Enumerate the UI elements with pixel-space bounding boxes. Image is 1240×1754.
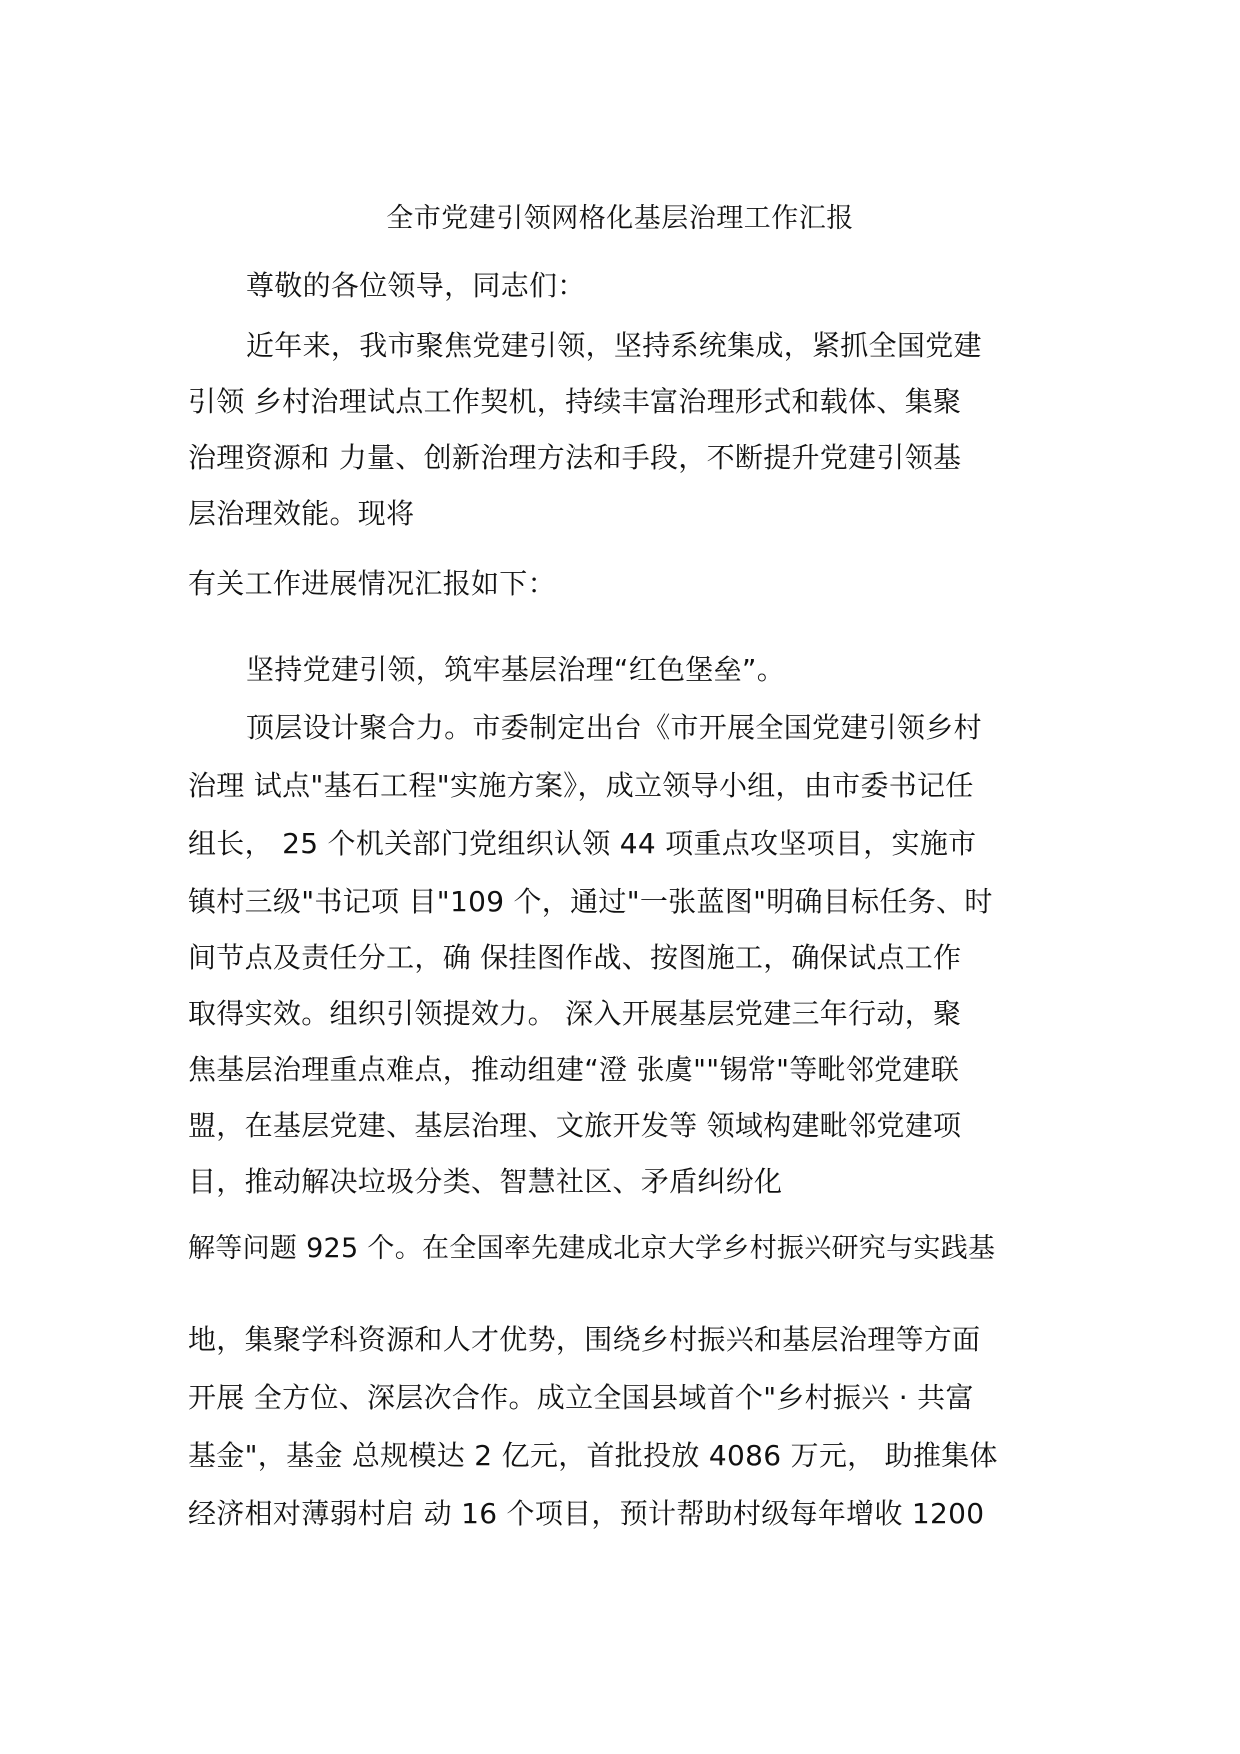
salutation-line: 尊敬的各位领导，同志们： — [246, 269, 586, 302]
body-line: 顶层设计聚合力。市委制定出台《市开展全国党建引领乡村 — [246, 711, 982, 744]
body-line: 焦基层治理重点难点，推动组建“澄 张虞""锡常"等毗邻党建联 — [188, 1053, 960, 1086]
body-line: 组长， 25 个机关部门党组织认领 44 项重点攻坚项目，实施市 — [188, 827, 977, 860]
body-line: 有关工作进展情况汇报如下： — [188, 567, 556, 600]
body-line: 目，推动解决垃圾分类、智慧社区、矛盾纠纷化 — [188, 1165, 783, 1198]
document-title: 全市党建引领网格化基层治理工作汇报 — [386, 203, 854, 234]
body-line: 近年来，我市聚焦党建引领，坚持系统集成，紧抓全国党建 — [246, 329, 982, 362]
body-line-wrapped: 解等问题 925 个。在全国率先建成北京大学乡村振兴研究与实践基 — [188, 1233, 996, 1264]
body-line: 镇村三级"书记项 目"109 个，通过"一张蓝图"明确目标任务、时 — [188, 885, 993, 918]
body-line: 间节点及责任分工，确 保挂图作战、按图施工，确保试点工作 — [188, 941, 962, 974]
body-line: 取得实效。组织引领提效力。 深入开展基层党建三年行动，聚 — [188, 997, 962, 1030]
body-line: 基金"，基金 总规模达 2 亿元，首批投放 4086 万元， 助推集体 — [188, 1439, 998, 1472]
section-heading: 坚持党建引领，筑牢基层治理“红色堡垒”。 — [246, 653, 786, 686]
body-line: 盟，在基层党建、基层治理、文旅开发等 领域构建毗邻党建项 — [188, 1109, 962, 1142]
body-line: 开展 全方位、深层次合作。成立全国县域首个"乡村振兴 · 共富 — [188, 1381, 974, 1414]
body-line: 地，集聚学科资源和人才优势，围绕乡村振兴和基层治理等方面 — [188, 1323, 981, 1356]
body-line: 引领 乡村治理试点工作契机，持续丰富治理形式和载体、集聚 — [188, 385, 962, 418]
body-line: 经济相对薄弱村启 动 16 个项目，预计帮助村级每年增收 1200 — [188, 1497, 985, 1530]
body-line: 层治理效能。现将 — [188, 497, 415, 530]
body-line: 治理资源和 力量、创新治理方法和手段，不断提升党建引领基 — [188, 441, 962, 474]
body-line: 治理 试点"基石工程"实施方案》，成立领导小组，由市委书记任 — [188, 769, 974, 802]
